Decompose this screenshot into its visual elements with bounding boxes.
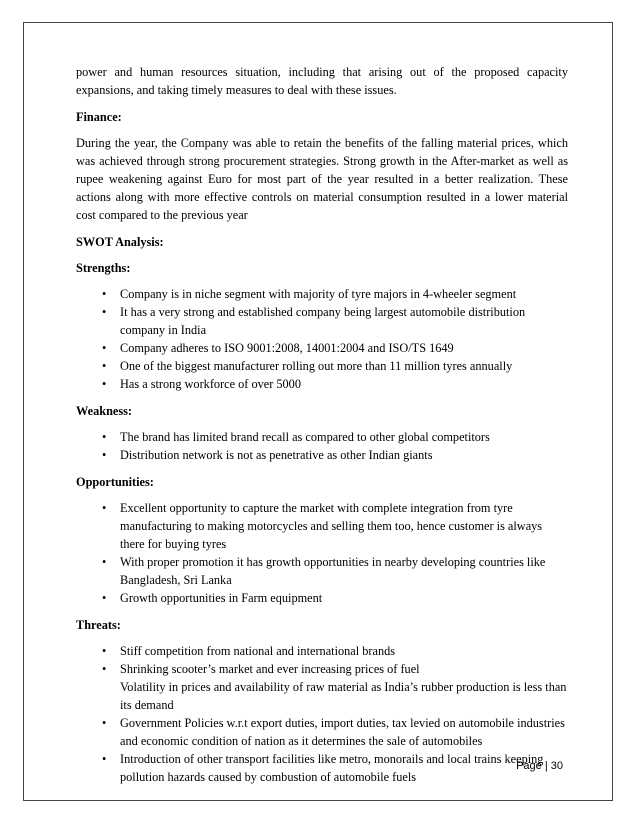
bullet-icon: •	[102, 287, 107, 301]
threats-list	[76, 642, 568, 786]
bullet-icon: •	[102, 591, 107, 605]
strengths-heading: Strengths:	[76, 261, 131, 275]
list-item: • Shrinking scooter’s market and ever increasing prices of fuel	[102, 662, 420, 676]
strengths-list	[76, 285, 568, 393]
intro-paragraph: power and human resources situation, including that arising out of the proposed capacity expansions, and taking timely measures to deal with these issues.	[76, 65, 568, 97]
bullet-icon: •	[102, 555, 107, 569]
weakness-heading: Weakness:	[76, 404, 133, 418]
list-item: • One of the biggest manufacturer rolling out more than 11 million tyres annually	[102, 359, 513, 373]
list-item: • Distribution network is not as penetrative as other Indian giants	[102, 448, 433, 462]
bullet-icon: •	[102, 341, 107, 355]
threats-heading: Threats:	[76, 618, 121, 632]
list-item-continuation: Volatility in prices and availability of raw material as India’s rubber production is less than its demand	[120, 680, 567, 712]
list-item: • Government Policies w.r.t export duties, import duties, tax levied on automobile industries and economic condition of nation as it determines the sale of automobiles	[102, 716, 565, 748]
list-item: • It has a very strong and established company being largest automobile distribution company in India	[102, 305, 526, 337]
list-item: • Company adheres to ISO 9001:2008, 14001:2004 and ISO/TS 1649	[102, 341, 454, 355]
bullet-icon: •	[102, 377, 107, 391]
weakness-list	[76, 428, 568, 464]
list-item: • Growth opportunities in Farm equipment	[102, 591, 323, 605]
bullet-icon: •	[102, 305, 107, 319]
page-number: Page | 30	[516, 760, 563, 772]
list-item: • Company is in niche segment with majority of tyre majors in 4-wheeler segment	[102, 287, 517, 301]
bullet-icon: •	[102, 448, 107, 462]
list-item: • Stiff competition from national and international brands	[102, 644, 396, 658]
list-item: • With proper promotion it has growth opportunities in nearby developing countries like Bangladesh, Sri Lanka	[102, 555, 546, 587]
list-item: • The brand has limited brand recall as compared to other global competitors	[102, 430, 490, 444]
bullet-icon: •	[102, 359, 107, 373]
list-item: • Has a strong workforce of over 5000	[102, 377, 301, 391]
bullet-icon: •	[102, 644, 107, 658]
swot-heading: SWOT Analysis:	[76, 235, 164, 249]
bullet-icon: •	[102, 501, 107, 515]
page-content	[76, 63, 568, 792]
finance-heading: Finance:	[76, 110, 122, 124]
opportunities-list	[76, 499, 568, 607]
bullet-icon: •	[102, 752, 107, 766]
bullet-icon: •	[102, 716, 107, 730]
finance-paragraph: During the year, the Company was able to retain the benefits of the falling material prices, which was achieved through strong procurement strategies. Strong growth in the After-market as well as rupee weakening against Euro for most part of the year resulted in a better realization. These actions along with more effective controls on material consumption resulted in a lower material cost compared to the previous year	[76, 136, 568, 222]
list-item: • Introduction of other transport facilities like metro, monorails and local trains keeping pollution hazards caused by combustion of automobile fuels	[102, 752, 544, 784]
bullet-icon: •	[102, 430, 107, 444]
opportunities-heading: Opportunities:	[76, 475, 154, 489]
list-item: • Excellent opportunity to capture the market with complete integration from tyre manufacturing to making motorcycles and selling them too, hence customer is always there for buying tyres	[102, 501, 543, 551]
bullet-icon: •	[102, 662, 107, 676]
